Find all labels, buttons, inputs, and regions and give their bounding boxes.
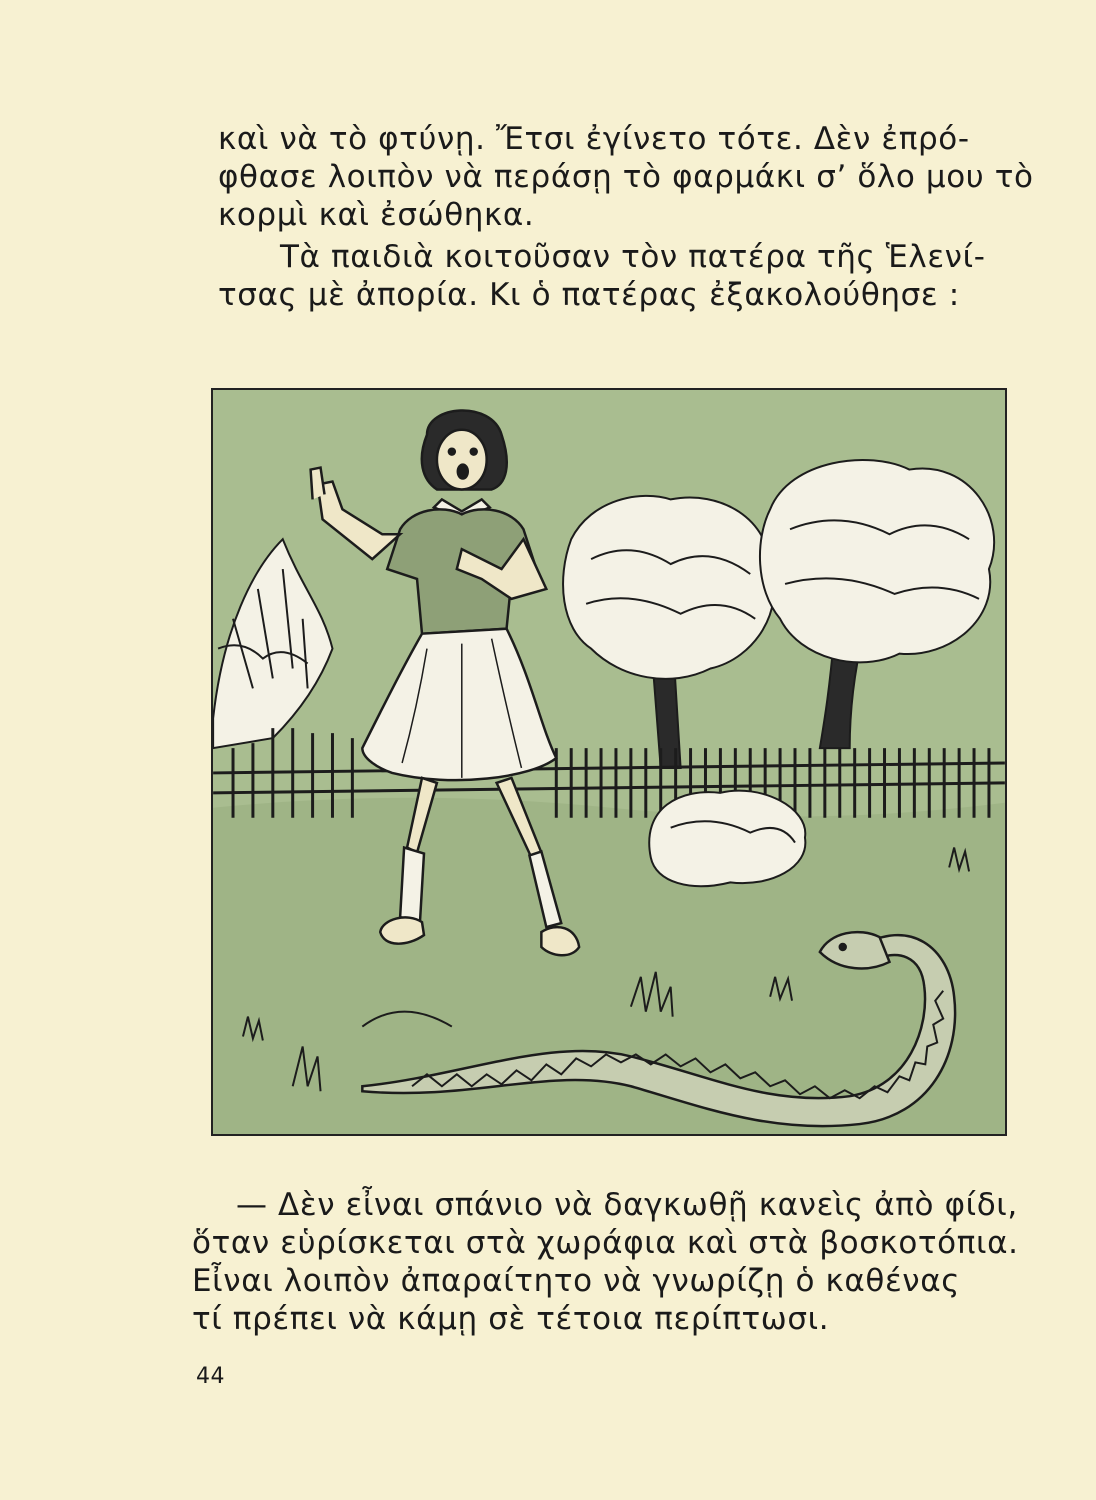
text-line: Τὰ παιδιὰ κοιτοῦσαν τὸν πατέρα τῆς Ἑλενί- <box>280 239 986 275</box>
text-line: κορμὶ καὶ ἐσώθηκα. <box>218 197 535 233</box>
illustration <box>211 388 1007 1136</box>
text-line: τί πρέπει νὰ κάμῃ σὲ τέτοια περίπτωσι. <box>192 1301 830 1337</box>
paragraph-1 <box>218 120 1038 234</box>
text-line: Εἶναι λοιπὸν ἀπαραίτητο νὰ γνωρίζῃ ὁ καθένας <box>192 1263 961 1299</box>
text-line: φθασε λοιπὸν νὰ περάσῃ τὸ φαρμάκι σ’ ὅλο μου τὸ <box>218 159 1034 195</box>
text-line: ὅταν εὑρίσκεται στὰ χωράφια καὶ στὰ βοσκοτόπια. <box>192 1225 1019 1261</box>
illustration-drawing <box>213 390 1005 1134</box>
text-line: τσας μὲ ἀπορία. Κι ὁ πατέρας ἐξακολούθησε : <box>218 277 960 313</box>
text-line: καὶ νὰ τὸ φτύνῃ. Ἔτσι ἐγίνετο τότε. Δὲν ἐπρό- <box>218 121 970 157</box>
paragraph-3 <box>192 1186 1022 1338</box>
bush-figure <box>649 791 805 887</box>
page-number: 44 <box>196 1364 225 1389</box>
paragraph-2 <box>218 238 1038 314</box>
text-line: — Δὲν εἶναι σπάνιο νὰ δαγκωθῇ κανεὶς ἀπὸ φίδι, <box>236 1187 1018 1223</box>
